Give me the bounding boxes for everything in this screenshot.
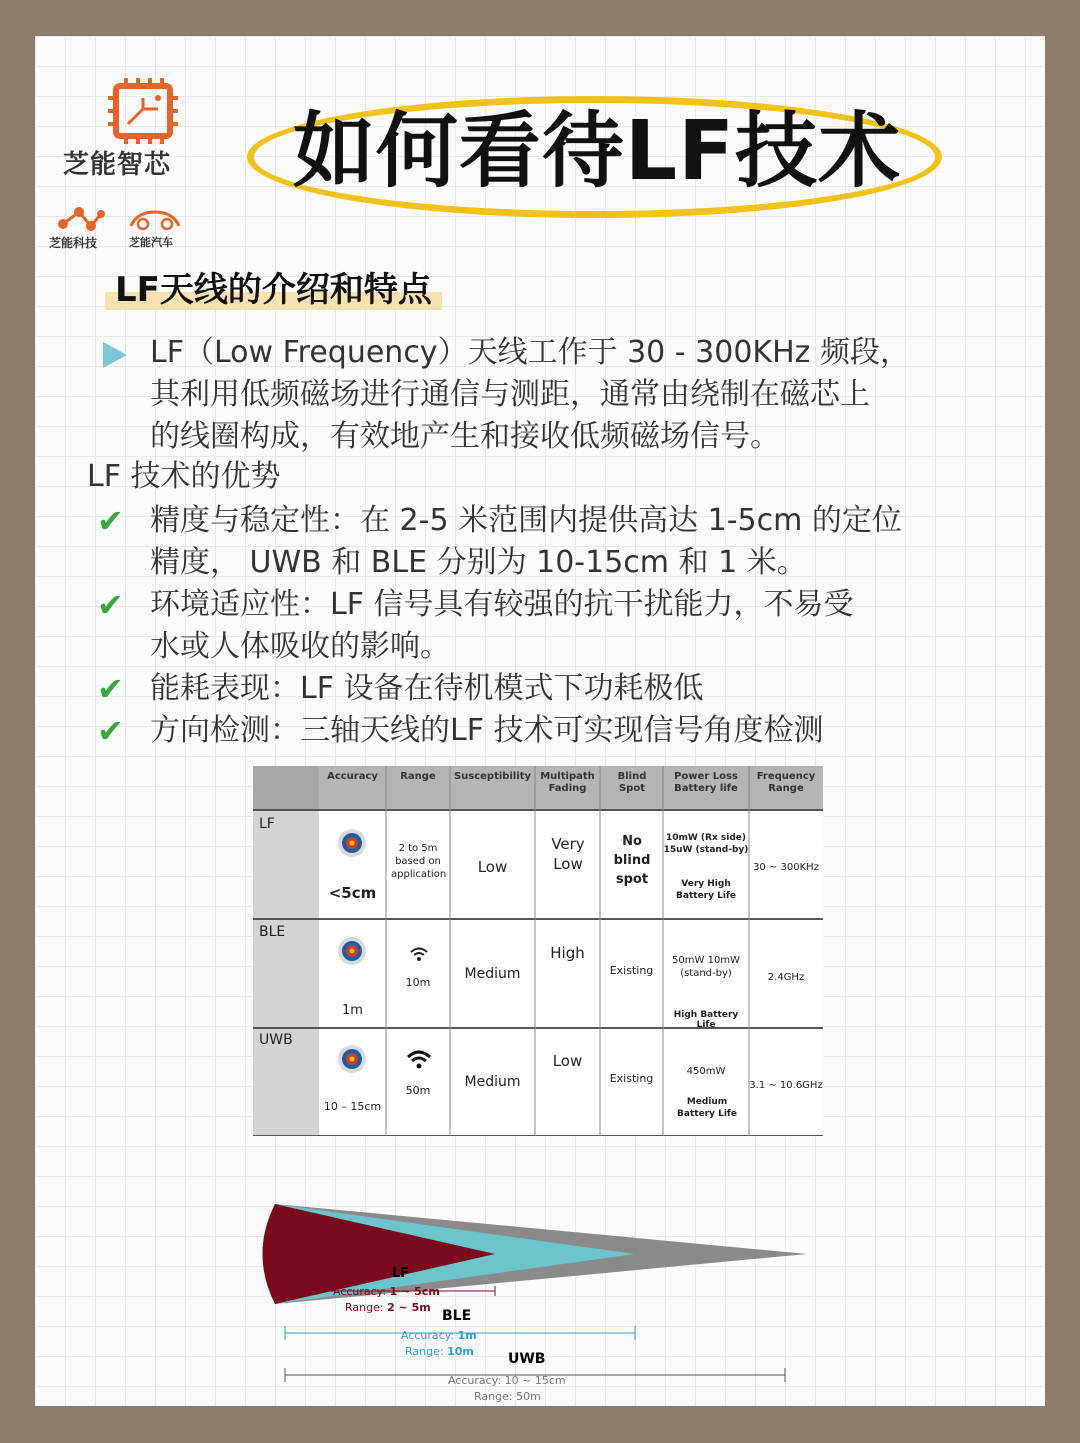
- accuracy-value: 1m: [457, 1329, 477, 1342]
- blind-uwb: Existing: [609, 1072, 654, 1085]
- cone-label-lf: LF: [392, 1266, 410, 1281]
- susceptibility-uwb: Medium: [464, 1074, 521, 1090]
- coverage-cone-diagram: [255, 1146, 835, 1406]
- freq-uwb: 3.1 ~ 10.6GHz: [749, 1080, 823, 1091]
- accuracy-value: 1 ~ 5cm: [389, 1285, 440, 1298]
- fading-lf: Very Low: [551, 835, 585, 873]
- power-ble: 50mW 10mW (stand-by): [672, 955, 740, 979]
- target-icon: [337, 936, 367, 966]
- range-lf: 2 to 5m based on application: [391, 843, 447, 880]
- row-label-ble: BLE: [259, 924, 286, 940]
- accuracy-lf: <5cm: [328, 884, 377, 902]
- wifi-icon: [409, 946, 429, 962]
- cone-label-ble: BLE: [442, 1308, 472, 1324]
- triangle-bullet-icon: [103, 342, 127, 368]
- fading-uwb: Low: [552, 1052, 583, 1070]
- accuracy-uwb: 10 – 15cm: [323, 1100, 382, 1113]
- susceptibility-ble: Medium: [464, 966, 521, 982]
- intro-line: 其利用低频磁场进行通信与测距，通常由绕制在磁芯上: [150, 377, 870, 412]
- freq-lf: 30 ~ 300KHz: [753, 862, 819, 873]
- wifi-icon: [407, 1050, 431, 1070]
- advantage-line: 精度， UWB 和 BLE 分别为 10-15cm 和 1 米。: [150, 545, 807, 580]
- advantage-item: [150, 710, 1030, 752]
- comparison-table: [253, 766, 823, 1136]
- range-uwb: 50m: [405, 1084, 431, 1097]
- chip-logo-icon: [83, 76, 203, 146]
- blind-lf: No blind spot: [613, 834, 651, 887]
- check-icon: ✔: [97, 586, 124, 624]
- range-value: 50m: [516, 1390, 541, 1403]
- range-label: Range:: [474, 1390, 517, 1403]
- advantage-line: 能耗表现：LF 设备在待机模式下功耗极低: [150, 671, 704, 706]
- col-header-fading: Multipath Fading: [540, 771, 595, 794]
- power-uwb: 450mW: [686, 1066, 726, 1077]
- car-logo-icon: [127, 206, 183, 232]
- advantage-item: [150, 668, 1030, 710]
- accuracy-value: 10 ~ 15cm: [504, 1374, 566, 1387]
- blind-ble: Existing: [609, 964, 654, 977]
- cone-lf-accuracy: [333, 1285, 440, 1298]
- range-value: 10m: [447, 1345, 474, 1358]
- col-header-susceptibility: Susceptibility: [453, 771, 532, 782]
- accuracy-label: Accuracy:: [448, 1374, 505, 1387]
- cone-uwb-range: [474, 1390, 541, 1403]
- battery-uwb: Medium Battery Life: [677, 1097, 737, 1119]
- molecule-logo-icon: [57, 204, 105, 234]
- cone-ble-accuracy: [401, 1329, 477, 1342]
- check-icon: ✔: [97, 712, 124, 750]
- advantage-line: 水或人体吸收的影响。: [150, 629, 450, 664]
- row-label-uwb: UWB: [259, 1032, 293, 1048]
- col-header-frequency: Frequency Range: [756, 771, 816, 794]
- page-card: [35, 36, 1045, 1406]
- col-header-range: Range: [400, 771, 436, 782]
- col-header-accuracy: Accuracy: [327, 771, 378, 782]
- battery-ble: High Battery Life: [673, 1010, 739, 1030]
- brand-name: 芝能智芯: [63, 150, 172, 180]
- cone-ble-range: [405, 1345, 474, 1358]
- susceptibility-lf: Low: [477, 858, 508, 876]
- range-ble: 10m: [405, 976, 431, 989]
- range-label: Range:: [405, 1345, 448, 1358]
- target-icon: [337, 828, 367, 858]
- range-value: 2 ~ 5m: [387, 1301, 431, 1314]
- advantage-line: 环境适应性：LF 信号具有较强的抗干扰能力，不易受: [150, 587, 854, 622]
- check-icon: ✔: [97, 502, 124, 540]
- intro-line: 的线圈构成，有效地产生和接收低频磁场信号。: [150, 419, 780, 454]
- accuracy-label: Accuracy:: [333, 1285, 390, 1298]
- page-title: 如何看待LF技术: [292, 104, 902, 199]
- accuracy-ble: 1m: [342, 1003, 363, 1018]
- col-header-blind: Blind Spot: [617, 771, 647, 794]
- check-icon: ✔: [97, 670, 124, 708]
- row-label-lf: LF: [259, 816, 275, 832]
- col-header-power: Power Loss Battery life: [674, 771, 738, 794]
- freq-ble: 2.4GHz: [767, 972, 805, 983]
- advantages-title: LF 技术的优势: [87, 459, 281, 494]
- target-icon: [337, 1044, 367, 1074]
- brand-sub-tech: 芝能科技: [49, 236, 98, 250]
- cone-lf-range: [345, 1301, 431, 1314]
- fading-ble: High: [550, 944, 585, 962]
- cone-label-uwb: UWB: [508, 1351, 546, 1367]
- intro-paragraph: [150, 332, 1030, 458]
- advantage-line: 方向检测：三轴天线的LF 技术可实现信号角度检测: [150, 713, 824, 748]
- power-lf: 10mW (Rx side) 15uW (stand-by): [663, 833, 749, 855]
- intro-line: LF（Low Frequency）天线工作于 30 - 300KHz 频段，: [150, 335, 910, 370]
- cone-uwb-accuracy: [448, 1374, 566, 1387]
- battery-lf: Very High Battery Life: [676, 879, 736, 901]
- brand-sub-auto: 芝能汽车: [129, 236, 173, 249]
- advantage-item: [150, 500, 1030, 584]
- advantage-item: [150, 584, 1030, 668]
- range-label: Range:: [345, 1301, 388, 1314]
- accuracy-label: Accuracy:: [401, 1329, 458, 1342]
- advantage-line: 精度与稳定性：在 2-5 米范围内提供高达 1-5cm 的定位: [150, 503, 902, 538]
- section-title: LF天线的介绍和特点: [105, 270, 442, 310]
